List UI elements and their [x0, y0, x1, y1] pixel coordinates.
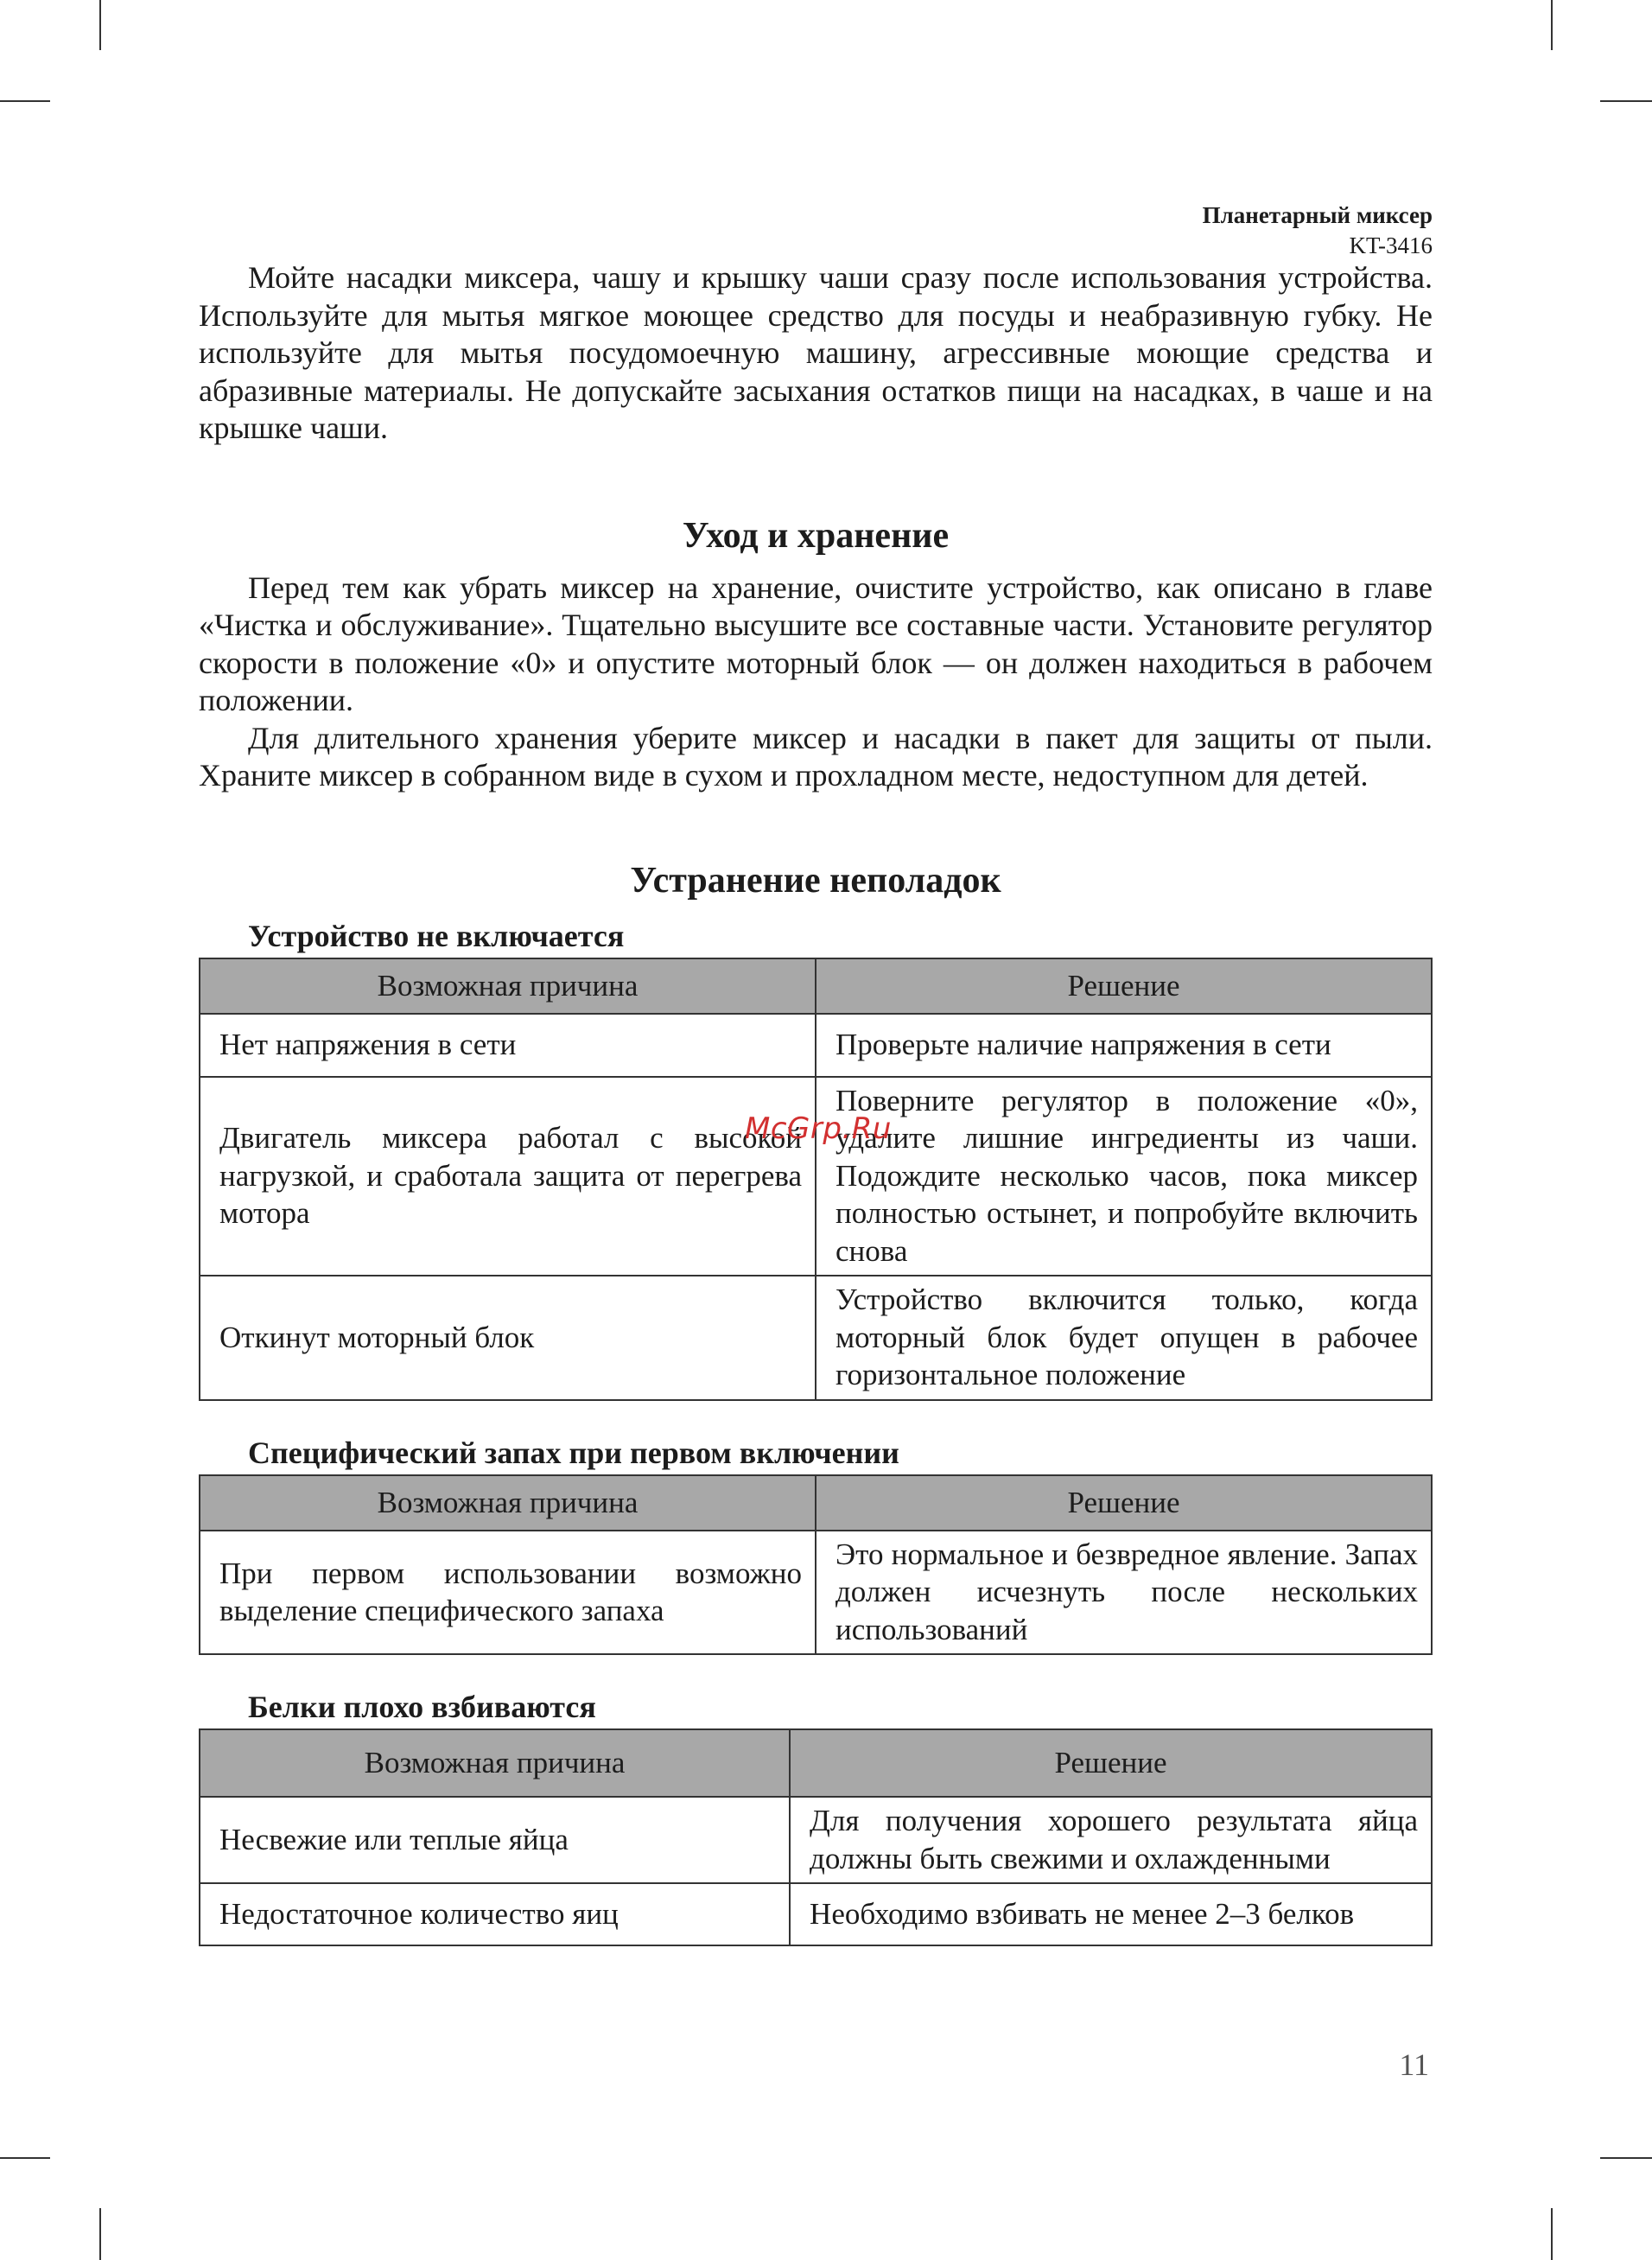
crop-mark: [99, 0, 101, 50]
table-row: [200, 1014, 1432, 1077]
crop-mark: [99, 2208, 101, 2260]
care-paragraph-1: Перед тем как убрать миксер на хранение, очистите устройство, как описано в главе «Чистка и обслуживание». Тщательно высушите все составные части. Установите регулятор скорости в положение «0» и опустите моторный блок — он должен находиться в рабочем положении.: [199, 570, 1433, 717]
table-whites-not-whipping: [199, 1728, 1433, 1946]
solution-cell: Для получения хорошего результата яйца должны быть свежими и охлажденными: [790, 1797, 1432, 1883]
header-title: Планетарный миксер: [1202, 202, 1433, 228]
crop-mark: [1600, 100, 1652, 102]
page-content: [199, 259, 1433, 1946]
table-specific-smell: [199, 1474, 1433, 1655]
cause-cell: Откинут моторный блок: [200, 1276, 816, 1400]
intro-paragraph: Мойте насадки миксера, чашу и крышку чаши сразу после использования устройства. Используйте для мытья мягкое моющее средство для посуды и неабразивную губку. Не используйте для мытья посудомоечную машину, агрессивные моющие средства и абразивные материалы. Не допускайте засыхания остатков пищи на насадках, в чаше и на крышке чаши.: [199, 260, 1433, 445]
col-cause-header: Возможная причина: [200, 958, 816, 1014]
col-solution-header: Решение: [816, 1475, 1432, 1531]
crop-mark: [0, 100, 50, 102]
table-1-title: Устройство не включается: [248, 918, 625, 953]
table-row: [200, 1797, 1432, 1883]
table-row: [200, 1077, 1432, 1276]
cause-cell: При первом использовании возможно выделение специфического запаха: [200, 1531, 816, 1654]
col-cause-header: Возможная причина: [200, 1729, 790, 1797]
cause-cell: Нет напряжения в сети: [200, 1014, 816, 1077]
header-model: KT-3416: [1349, 232, 1433, 258]
table-header-row: [200, 1475, 1432, 1531]
watermark: McGrp.Ru: [745, 1111, 892, 1146]
table-2-title: Специфический запах при первом включении: [248, 1435, 899, 1470]
running-header: [1203, 201, 1433, 261]
table-row: [200, 1883, 1432, 1945]
table-header-row: [200, 958, 1432, 1014]
col-solution-header: Решение: [790, 1729, 1432, 1797]
care-heading: Уход и хранение: [682, 515, 950, 556]
table-row: [200, 1276, 1432, 1400]
solution-cell: Необходимо взбивать не менее 2–3 белков: [790, 1883, 1432, 1945]
crop-mark: [1600, 2157, 1652, 2159]
crop-mark: [1551, 2208, 1553, 2260]
solution-cell: Это нормальное и безвредное явление. Запах должен исчезнуть после нескольких использований: [816, 1531, 1432, 1654]
cause-cell: Двигатель миксера работал с высокой нагрузкой, и сработала защита от перегрева мотора: [200, 1077, 816, 1276]
crop-mark: [1551, 0, 1553, 50]
page-number: 11: [1399, 2047, 1429, 2082]
cause-cell: Несвежие или теплые яйца: [200, 1797, 790, 1883]
col-cause-header: Возможная причина: [200, 1475, 816, 1531]
cause-cell: Недостаточное количество яиц: [200, 1883, 790, 1945]
crop-mark: [0, 2157, 50, 2159]
table-row: [200, 1531, 1432, 1654]
table-header-row: [200, 1729, 1432, 1797]
troubleshooting-heading: Устранение неполадок: [630, 860, 1001, 901]
table-3-title: Белки плохо взбиваются: [248, 1689, 596, 1724]
solution-cell: Устройство включится только, когда моторный блок будет опущен в рабочее горизонтальное положение: [816, 1276, 1432, 1400]
table-device-not-on: [199, 958, 1433, 1401]
col-solution-header: Решение: [816, 958, 1432, 1014]
solution-cell: Поверните регулятор в положение «0», удалите лишние ингредиенты из чаши. Подождите несколько часов, пока миксер полностью остынет, и попробуйте включить снова: [816, 1077, 1432, 1276]
care-paragraph-2: Для длительного хранения уберите миксер и насадки в пакет для защиты от пыли. Храните миксер в собранном виде в сухом и прохладном месте, недоступном для детей.: [199, 720, 1433, 793]
solution-cell: Проверьте наличие напряжения в сети: [816, 1014, 1432, 1077]
